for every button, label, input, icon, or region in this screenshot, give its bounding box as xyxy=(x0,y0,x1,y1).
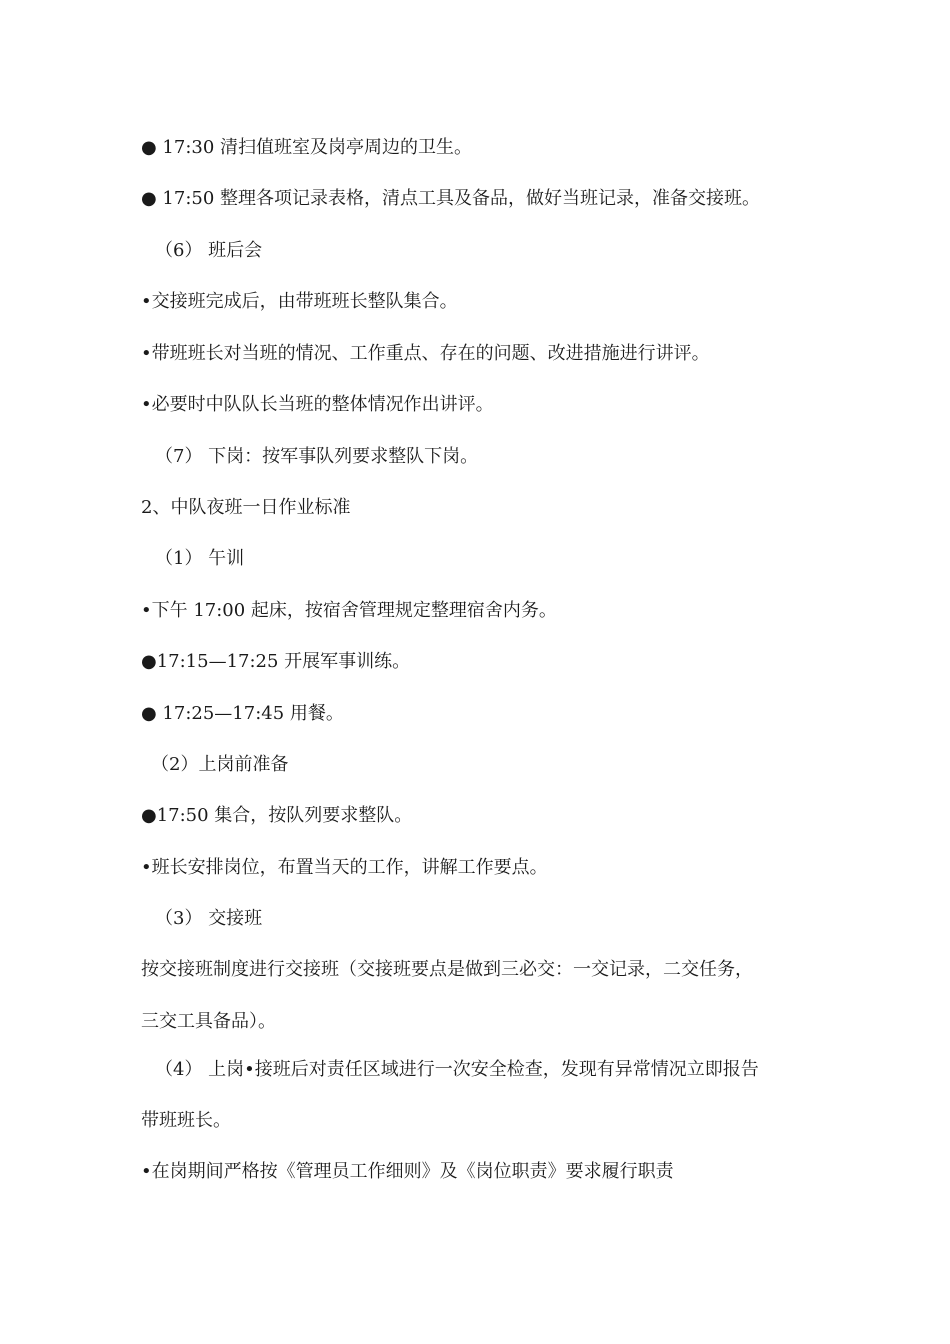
bullet-line: ●17:50 集合，按队列要求整队。 xyxy=(141,805,413,826)
bullet-line: ● 17:25—17:45 用餐。 xyxy=(141,703,344,724)
paragraph-line: 按交接班制度进行交接班（交接班要点是做到三必交：一交记录，二交任务， xyxy=(141,959,753,980)
section-heading-1: （1） 午训 xyxy=(155,548,245,569)
bullet-line: •下午 17:00 起床，按宿舍管理规定整理宿舍内务。 xyxy=(141,600,557,621)
section-heading-7: （7） 下岗：按军事队列要求整队下岗。 xyxy=(155,446,479,467)
section-heading-3: （3） 交接班 xyxy=(155,908,263,929)
chapter-heading-2: 2、中队夜班一日作业标准 xyxy=(141,497,351,518)
bullet-line-1730: ● 17:30 清扫值班室及岗亭周边的卫生。 xyxy=(141,137,473,158)
paragraph-line: 带班班长。 xyxy=(141,1110,231,1131)
bullet-line: ●17:15—17:25 开展军事训练。 xyxy=(141,651,411,672)
bullet-line: •必要时中队队长当班的整体情况作出讲评。 xyxy=(141,394,494,415)
paragraph-line: 三交工具备品）。 xyxy=(141,1011,276,1032)
bullet-line-1750: ● 17:50 整理各项记录表格，清点工具及备品，做好当班记录，准备交接班。 xyxy=(141,188,761,209)
section-heading-2: （2）上岗前准备 xyxy=(151,754,289,775)
section-heading-4: （4） 上岗•接班后对责任区域进行一次安全检查，发现有异常情况立即报告 xyxy=(155,1059,759,1080)
bullet-line: •交接班完成后，由带班班长整队集合。 xyxy=(141,291,458,312)
bullet-line: •在岗期间严格按《管理员工作细则》及《岗位职责》要求履行职责 xyxy=(141,1161,674,1182)
bullet-line: •班长安排岗位，布置当天的工作，讲解工作要点。 xyxy=(141,857,548,878)
section-heading-6: （6） 班后会 xyxy=(155,240,263,261)
bullet-line: •带班班长对当班的情况、工作重点、存在的问题、改进措施进行讲评。 xyxy=(141,343,710,364)
